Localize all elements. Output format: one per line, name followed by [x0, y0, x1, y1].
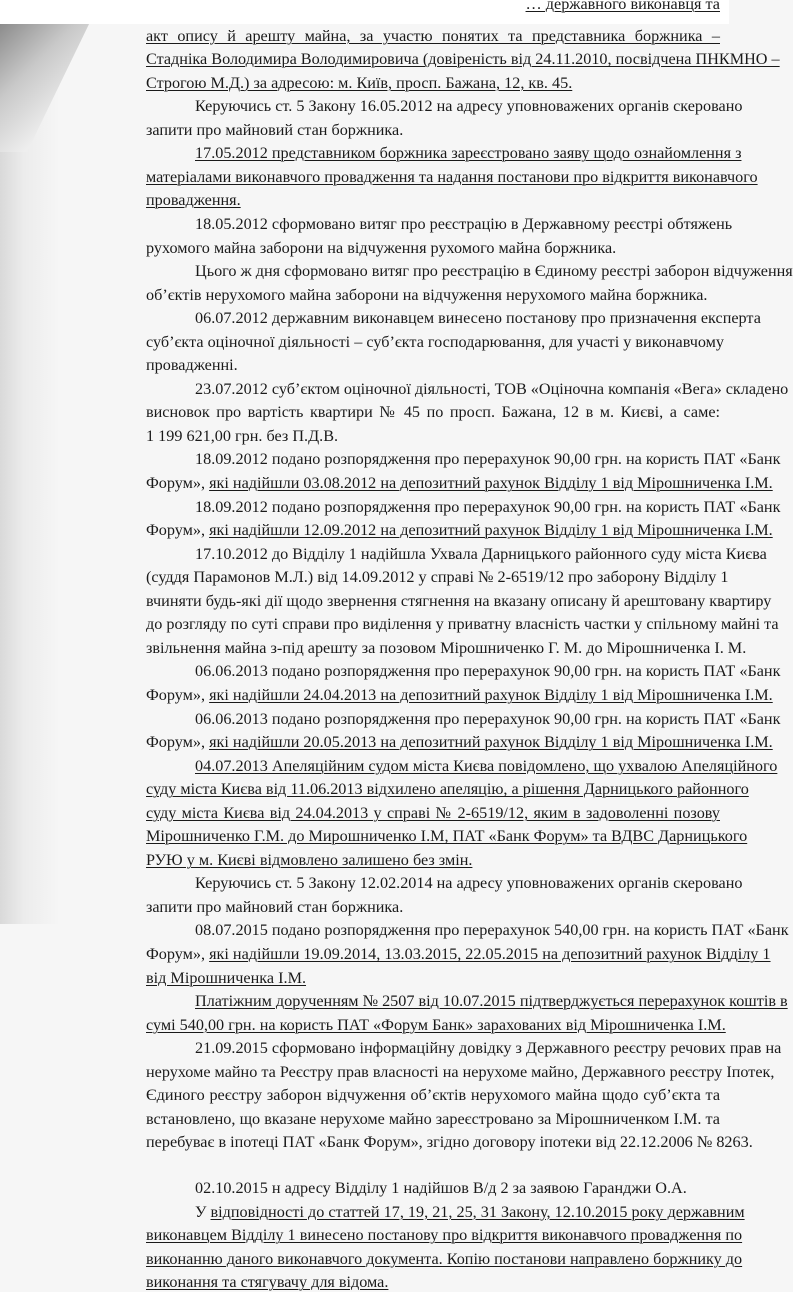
- document-line: [146, 1015, 726, 1035]
- document-line: [195, 449, 781, 469]
- line-text: 1 199 621,00 грн. без П.Д.В.: [146, 426, 339, 445]
- document-line: [146, 167, 758, 187]
- document-line: [146, 1109, 720, 1129]
- underlined-text: які надійшли 19.09.2014, 13.03.2015, 22.05.2015 на депозитний рахунок Відділу 1: [209, 945, 771, 963]
- underlined-text: відповідності до статтей 17, 19, 21, 25, 31 Закону, 12.10.2015 року державним: [210, 1202, 745, 1221]
- document-line: [195, 991, 788, 1011]
- document-line: [146, 355, 720, 375]
- document-line: [146, 1062, 775, 1082]
- line-text: перебуває в іпотеці ПАТ «Банк Форум», згідно договору іпотеки від 22.12.2006 № 8263.: [146, 1133, 753, 1152]
- underlined-text: … державного виконавця та: [525, 0, 720, 13]
- document-line: [146, 520, 773, 540]
- underlined-text: які надійшли 12.09.2012 на депозитний рахунок Відділу 1 від Мірошниченка І.М.: [209, 521, 773, 540]
- line-text: 02.10.2015 н адресу Відділу 1 надійшов В/д 2 за заявою Гаранджи О.А.: [195, 1178, 687, 1197]
- document-line: [146, 826, 748, 846]
- document-line: [195, 1178, 720, 1198]
- document-line: [146, 332, 724, 352]
- underlined-text: які надійшли 24.04.2013 на депозитний рахунок Відділу 1 від Мірошниченка І.М.: [209, 685, 773, 704]
- document-line: [195, 497, 781, 517]
- line-text: 18.09.2012 подано розпорядження про перерахунок 90,00 грн. на користь ПАТ «Банк: [195, 497, 781, 516]
- line-text: 23.07.2012 суб’єктом оціночної діяльності, ТОВ «Оціночна компанія «Вега» складено: [195, 379, 789, 398]
- line-text: 21.09.2015 сформовано інформаційну довідку з Державного реєстру речових прав на: [195, 1039, 782, 1058]
- document-line: [195, 920, 789, 940]
- underlined-text: виконання та стягувачу для відома.: [146, 1273, 389, 1292]
- line-prefix: У: [195, 1202, 211, 1221]
- document-line: [195, 709, 781, 729]
- document-line: [146, 614, 779, 634]
- document-line: [195, 143, 742, 163]
- underlined-text: матеріалами виконавчого провадження та надання постанови про відкриття виконавчого: [146, 167, 758, 186]
- line-text: до розгляду по суті справи про виділення у приватну власність частки у спільному майні та: [146, 615, 779, 634]
- line-text: 06.06.2013 подано розпорядження про перерахунок 90,00 грн. на користь ПАТ «Банк: [195, 662, 781, 681]
- line-text: 06.07.2012 державним виконавцем винесено постанову про призначення експерта: [195, 309, 761, 328]
- line-text: Єдиного реєстру заборон відчуження об’єктів нерухомого майна щодо суб’єкта та: [146, 1086, 720, 1105]
- line-text: суб’єкта оціночної діяльності – суб’єкта господарювання, для участі у виконавчому: [146, 332, 724, 351]
- line-text: 18.09.2012 подано розпорядження про перерахунок 90,00 грн. на користь ПАТ «Банк: [195, 450, 781, 469]
- line-text: вчиняти будь-які дії щодо звернення стягнення на вказану описану й арештовану квартиру: [146, 591, 772, 610]
- document-line: [146, 591, 772, 611]
- line-text: встановлено, що вказане нерухоме майно зареєстровано за Мірошниченком І.М. та: [146, 1109, 720, 1128]
- line-text: рухомого майна заборони на відчуження рухомого майна боржника.: [146, 238, 617, 257]
- underlined-text: виконавцем Відділу 1 винесено постанову про відкриття виконавчого провадження по: [146, 1226, 743, 1245]
- underlined-text: виконанню даного виконавчого документа. Копію постанови направлено боржнику до: [146, 1249, 743, 1268]
- document-line: [146, 1249, 743, 1269]
- underlined-text: Строгою М.Д.) за адресою: м. Київ, просп. Бажана, 12, кв. 45.: [146, 73, 573, 92]
- underlined-text: 17.05.2012 представником боржника зареєстровано заяву щодо ознайомлення з: [195, 144, 742, 163]
- document-line: [195, 308, 761, 328]
- document-line: [146, 732, 773, 752]
- line-text: Керуючись ст. 5 Закону 16.05.2012 на адресу уповноважених органів скеровано: [195, 97, 743, 116]
- underlined-text: Мірошниченко Г.М. до Мирошниченко І.М, ПАТ «Банк Форум» та ВДВС Дарницького: [146, 827, 748, 846]
- document-line: [195, 756, 778, 776]
- document-line: [146, 638, 747, 658]
- underlined-text: суду міста Києва від 11.06.2013 відхилено апеляцію, а рішення Дарницького районного: [146, 780, 749, 799]
- document-line: [195, 544, 767, 564]
- document-line: [195, 1038, 782, 1058]
- line-text: 17.10.2012 до Відділу 1 надійшла Ухвала Дарницького районного суду міста Києва: [195, 544, 767, 563]
- line-text: Цього ж дня сформовано витяг про реєстрацію в Єдиному реєстрі заборон відчуження: [195, 262, 793, 281]
- document-line: [195, 661, 781, 681]
- document-line: [195, 261, 793, 281]
- underlined-text: акт опису й арешту майна, за участю понятих та представника боржника –: [146, 26, 720, 45]
- line-text: запити про майновий стан боржника.: [146, 120, 404, 139]
- line-text: об’єктів нерухомого майна заборони на відчуження нерухомого майна боржника.: [146, 285, 708, 304]
- document-line: [146, 850, 720, 870]
- document-line: [146, 944, 771, 964]
- document-line: [195, 96, 743, 116]
- document-line: [195, 214, 733, 234]
- document-line: [146, 73, 720, 93]
- document-line: [146, 1225, 743, 1245]
- document-line: [146, 49, 780, 69]
- document-line: [146, 402, 720, 422]
- line-text: 06.06.2013 подано розпорядження про перерахунок 90,00 грн. на користь ПАТ «Банк: [195, 709, 781, 728]
- line-text: Керуючись ст. 5 Закону 12.02.2014 на адресу уповноважених органів скеровано: [195, 874, 743, 893]
- line-text: запити про майновий стан боржника.: [146, 897, 404, 916]
- line-prefix: Форум»,: [146, 521, 210, 540]
- line-prefix: Форум»,: [146, 685, 210, 704]
- line-text: 18.05.2012 сформовано витяг про реєстрацію в Державному реєстрі обтяжень: [195, 214, 733, 233]
- line-text: провадженні.: [146, 356, 238, 375]
- document-line: [146, 285, 720, 305]
- line-text: висновок про вартість квартири № 45 по просп. Бажана, 12 в м. Києві, а саме:: [146, 403, 720, 422]
- line-text: (суддя Парамонов М.Л.) від 14.09.2012 у справі № 2-6519/12 про заборону Відділу 1: [146, 568, 729, 587]
- document-line: [146, 120, 720, 140]
- underlined-text: які надійшли 03.08.2012 на депозитний рахунок Відділу 1 від Мірошниченка І.М.: [209, 474, 773, 492]
- document-line: [146, 803, 720, 823]
- document-line: [146, 685, 773, 705]
- document-line: [146, 190, 720, 210]
- line-prefix: Форум»,: [146, 733, 210, 752]
- underlined-text: Платіжним дорученням № 2507 від 10.07.2015 підтверджується перерахунок коштів в: [195, 992, 788, 1011]
- document-line: [146, 238, 720, 258]
- line-text: 08.07.2015 подано розпорядження про перерахунок 540,00 грн. на користь ПАТ «Банк: [195, 921, 789, 940]
- document-line: [195, 873, 743, 893]
- underlined-text: від Мірошниченка І.М.: [146, 968, 307, 987]
- underlined-text: РУЮ у м. Києві відмовлено залишено без змін.: [146, 850, 473, 869]
- underlined-text: Стадніка Володимира Володимировича (довіреність від 24.11.2010, посвідчена ПНКМНО –: [146, 50, 780, 69]
- document-line: [146, 426, 720, 446]
- document-line: [146, 968, 720, 988]
- underlined-text: які надійшли 20.05.2013 на депозитний рахунок Відділу 1 від Мірошниченка І.М.: [209, 733, 773, 752]
- line-prefix: Форум»,: [146, 945, 210, 963]
- document-line: [440, 0, 720, 14]
- document-line: [195, 379, 789, 399]
- document-line: [146, 567, 729, 587]
- document-line: [146, 897, 720, 917]
- document-line: [146, 779, 749, 799]
- document-line: [195, 1202, 745, 1222]
- document-line: [146, 1272, 720, 1292]
- line-prefix: Форум»,: [146, 474, 210, 492]
- document-line: [146, 1132, 753, 1152]
- line-text: нерухоме майно та Реєстру прав власності на нерухоме майно, Державного реєстру Іпотек,: [146, 1062, 775, 1081]
- document-line: [146, 26, 720, 46]
- underlined-text: сумі 540,00 грн. на користь ПАТ «Форум Банк» зарахованих від Мірошниченка І.М.: [146, 1015, 726, 1034]
- document-line: [146, 473, 773, 493]
- document-line: [146, 1085, 720, 1105]
- underlined-text: 04.07.2013 Апеляційним судом міста Києва повідомлено, що ухвалою Апеляційного: [195, 756, 778, 775]
- line-text: звільнення майна з-під арешту за позовом Мірошниченко Г. М. до Мірошниченка І. М.: [146, 638, 747, 657]
- underlined-text: суду міста Києва від 24.04.2013 у справі № 2-6519/12, яким в задоволенні позову: [146, 803, 720, 822]
- underlined-text: провадження.: [146, 191, 241, 210]
